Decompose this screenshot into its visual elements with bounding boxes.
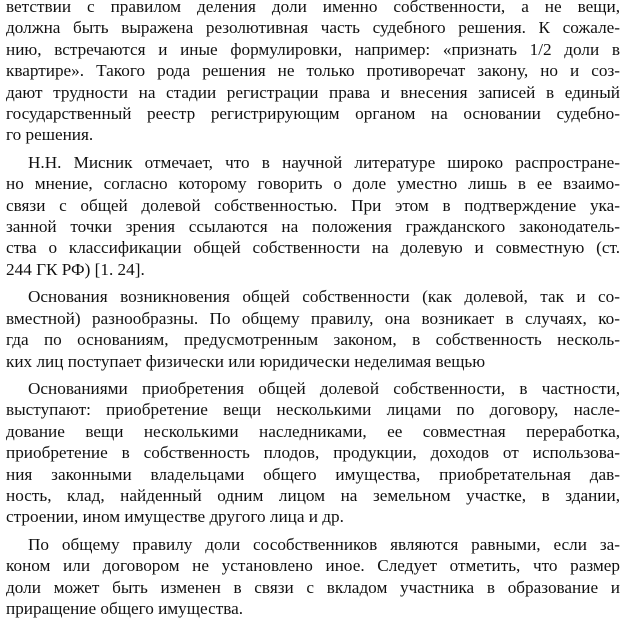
text-line: но мнение, согласно которому говорить о доле уместно лишь в ее взаимо- [6,174,620,194]
text-line: вместной) разнообразны. По общему правилу, она возникает в случаях, ко- [6,308,620,328]
text-line: ветствии с правилом деления доли именно собственности, а не вещи, [6,0,620,16]
text-line: коном или договором не установлено иное. Следует отметить, что размер [6,556,620,576]
paragraph-5 [6,534,620,619]
text-line: строении, ином имуществе другого лица и др. [6,507,344,527]
text-line: гда по основаниям, предусмотренным законом, в собственность несколь- [6,330,620,350]
paragraph-4 [6,378,620,528]
text-line: занной точки зрения ссылаются на положения гражданского законодатель- [6,217,620,237]
text-line: выступают: приобретение вещи несколькими лицами по договору, насле- [6,400,620,420]
paragraph-3 [6,286,620,372]
text-line: 244 ГК РФ) [1. 24]. [6,259,145,279]
text-line: доли может быть изменен в связи с вкладом участника в образование и [6,577,620,597]
text-line: ких лиц поступает физически или юридически неделимая вещью [6,351,486,371]
text-line: приращение общего имущества. [6,598,244,618]
text-line: нию, встречаются и иные формулировки, например: «признать 1/2 доли в [6,39,620,59]
text-line: Основаниями приобретения общей долевой собственности, в частности, [28,378,620,398]
text-line: квартире». Такого рода решения не только противоречат закону, но и соз- [6,61,620,81]
text-line: дование вещи несколькими наследниками, ее совместная переработка, [6,421,620,441]
text-line: Основания возникновения общей собственности (как долевой, так и со- [28,287,620,307]
text-line: го решения. [6,125,94,145]
text-line: ния законными владельцами общего имущества, приобретательная дав- [6,464,620,484]
paragraph-2 [6,152,620,280]
text-line: связи с общей долевой собственностью. При этом в подтверждение ука- [6,195,620,215]
text-line: Н.Н. Мисник отмечает, что в научной литературе широко распростране- [28,152,620,172]
text-line: дают трудности на стадии регистрации права и внесения записей в единый [6,82,620,102]
text-line: По общему правилу доли сособственников являются равными, если за- [28,534,620,554]
text-line: ность, клад, найденный одним лицом на земельном участке, в здании, [6,485,620,505]
paragraph-1 [6,0,620,146]
text-line: государственный реестр регистрирующим органом на основании судебно- [6,104,620,124]
text-line: должна быть выражена резолютивная часть судебного решения. К сожале- [6,18,620,38]
text-line: ства о классификации общей собственности на долевую и совместную (ст. [6,238,620,258]
text-line: приобретение в собственность плодов, продукции, доходов от использова- [6,443,620,463]
